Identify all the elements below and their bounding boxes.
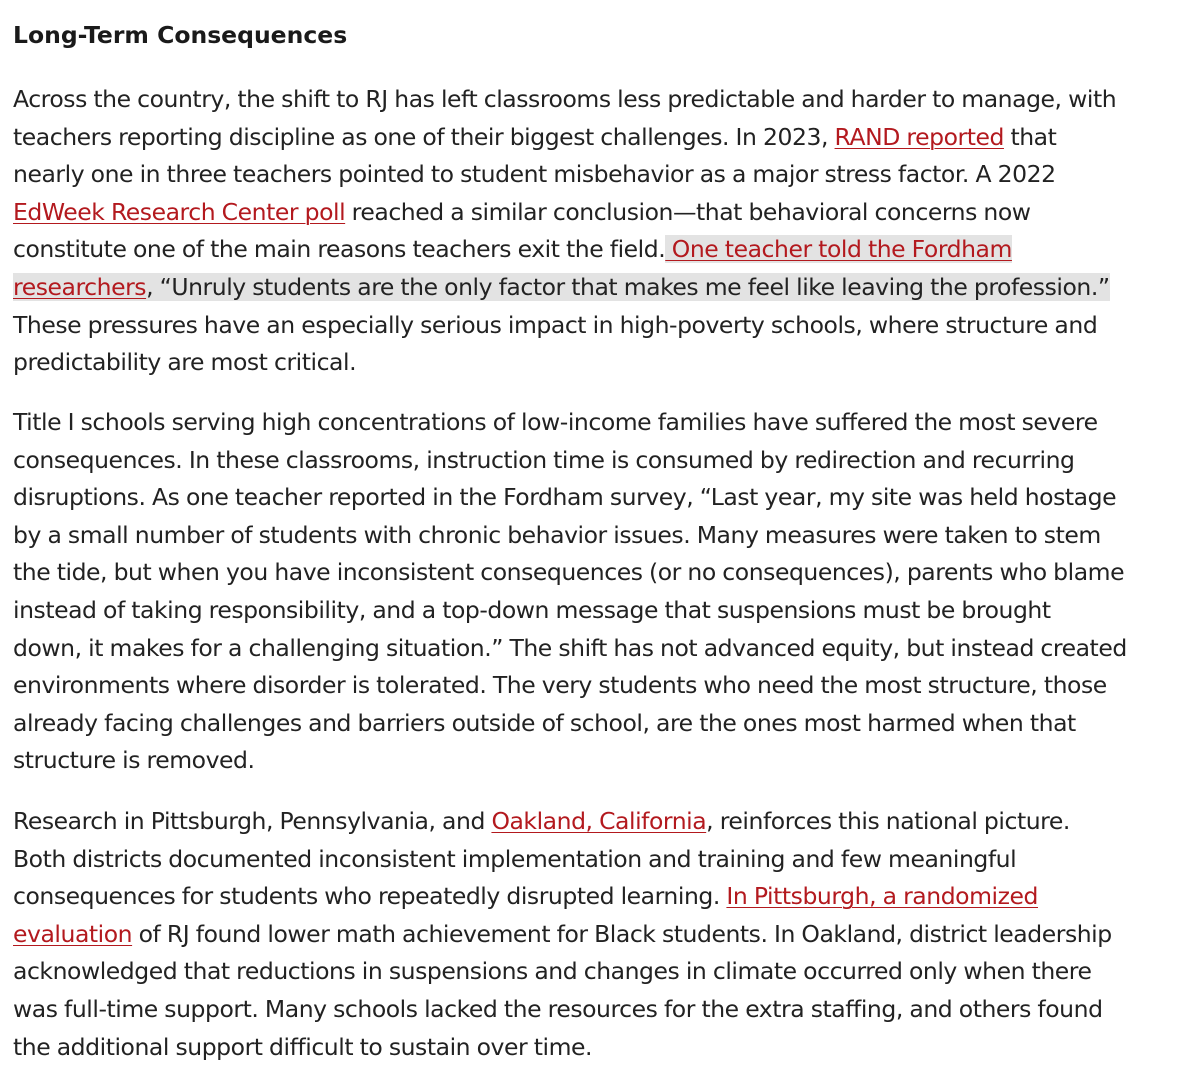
line: consequences. In these classrooms, instruction time is consumed by redirection and recurring xyxy=(13,445,1075,474)
text: teachers reporting discipline as one of their biggest challenges. In 2023, xyxy=(13,122,835,151)
line: disruptions. As one teacher reported in the Fordham survey, “Last year, my site was held hostage xyxy=(13,483,1117,512)
paragraph-1 xyxy=(13,81,1163,382)
edweek-poll-link[interactable]: EdWeek Research Center poll xyxy=(13,197,346,226)
oakland-california-link[interactable]: Oakland, California xyxy=(491,807,707,835)
section-heading: Long-Term Consequences xyxy=(13,21,348,49)
line: structure is removed. xyxy=(13,746,255,775)
line xyxy=(13,803,1163,841)
text: , reinforces this national picture. xyxy=(706,807,1070,835)
line: down, it makes for a challenging situation.” The shift has not advanced equity, but instead created xyxy=(13,633,1127,662)
text: reached a similar conclusion—that behavioral concerns now xyxy=(345,197,1031,226)
line xyxy=(13,156,1163,194)
line: already facing challenges and barriers outside of school, are the ones most harmed when that xyxy=(13,708,1076,737)
pittsburgh-evaluation-link[interactable]: In Pittsburgh, a randomized xyxy=(726,882,1038,911)
line xyxy=(13,269,1163,307)
fordham-researchers-link-cont[interactable]: researchers xyxy=(13,272,147,301)
line: Title I schools serving high concentrations of low-income families have suffered the most severe xyxy=(13,408,1098,436)
line: acknowledged that reductions in suspensions and changes in climate occurred only when there xyxy=(13,957,1092,986)
text: These pressures have an especially serious impact in high-poverty schools, where structure and xyxy=(13,310,1098,339)
line xyxy=(13,119,1163,157)
line: was full-time support. Many schools lacked the resources for the extra staffing, and others found xyxy=(13,994,1103,1023)
text: Across the country, the shift to RJ has left classrooms less predictable and harder to manage, with xyxy=(13,85,1117,113)
line xyxy=(13,81,1163,119)
rand-reported-link[interactable]: RAND reported xyxy=(834,122,1004,151)
paragraph-3 xyxy=(13,803,1163,1066)
pittsburgh-evaluation-link-cont[interactable]: evaluation xyxy=(13,919,133,948)
highlighted-quote xyxy=(665,235,1012,263)
paragraph-2 xyxy=(13,404,1163,780)
line: the tide, but when you have inconsistent consequences (or no consequences), parents who blame xyxy=(13,558,1125,587)
line: by a small number of students with chronic behavior issues. Many measures were taken to stem xyxy=(13,520,1101,549)
line: environments where disorder is tolerated. The very students who need the most structure, those xyxy=(13,671,1107,700)
line xyxy=(13,231,1163,269)
text: constitute one of the main reasons teachers exit the field. xyxy=(13,235,666,264)
text: consequences for students who repeatedly disrupted learning. xyxy=(13,882,727,911)
highlighted-quote xyxy=(13,273,1110,301)
line xyxy=(13,194,1163,232)
text: of RJ found lower math achievement for Black students. In Oakland, district leadership xyxy=(132,919,1112,948)
line xyxy=(13,307,1163,345)
text: Research in Pittsburgh, Pennsylvania, and xyxy=(13,807,492,835)
text: nearly one in three teachers pointed to student misbehavior as a major stress factor. A 2022 xyxy=(13,160,1056,189)
text: , “Unruly students are the only factor that makes me feel like leaving the profession.” xyxy=(146,272,1110,301)
line: Both districts documented inconsistent implementation and training and few meaningful xyxy=(13,844,1017,873)
text: predictability are most critical. xyxy=(13,348,357,377)
fordham-researchers-link[interactable]: One teacher told the Fordham xyxy=(665,235,1012,264)
line: instead of taking responsibility, and a top-down message that suspensions must be brought xyxy=(13,595,1051,624)
line xyxy=(13,344,1163,382)
text: that xyxy=(1003,122,1057,151)
line xyxy=(13,916,1163,954)
line: the additional support difficult to sustain over time. xyxy=(13,1032,593,1061)
line xyxy=(13,878,1163,916)
